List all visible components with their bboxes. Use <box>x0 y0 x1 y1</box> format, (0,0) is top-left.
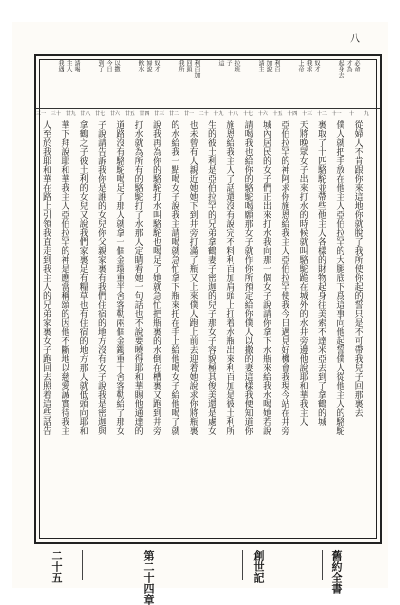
text-column: 也未曾有人親近她她下到井旁打滿了瓶又上來僕人跑上前去迎着她說求你將瓶裏 <box>187 120 198 435</box>
verse-number: 十四 <box>287 111 298 117</box>
marginal-note-line: 這 <box>217 60 224 66</box>
text-column: 天將晚眾女子出來打水的時候就叫駱駝跪在城外的水井旁邊他說耶和華我主人 <box>297 120 308 426</box>
verse-number: 廿二 <box>169 111 180 117</box>
marginal-note-line: 上帝 <box>297 60 304 72</box>
text-frame <box>34 54 382 544</box>
marginal-note-line: 加說 <box>265 60 272 72</box>
text-column: 生的彼土利是亞伯拉罕的兄弟拿鶴妻子密迦的兒子那女子容貌極其俊美還是處女 <box>206 120 216 435</box>
verse-number: 廿一 <box>183 111 194 117</box>
verse-number: 廿三 <box>154 111 165 117</box>
marginal-note-line: 飲水 <box>137 60 144 72</box>
text-column: 亞伯拉罕的神阿求你施恩給我主人亞伯拉罕使我今日遇見好機會我現今站在井旁 <box>279 120 290 435</box>
marginal-note-line: 我所 <box>177 60 184 72</box>
text-column: 施恩給我主人了話還沒有說完不料利百加肩頭上扛着水瓶出來利百加是彼土利所 <box>224 120 235 435</box>
verse-number: 廿四 <box>139 111 150 117</box>
text-column: 子說請告訴我你是誰的女兒你父親家裏有我們住宿的地方沒有女子說我是密迦與 <box>96 120 106 435</box>
footer-divider <box>322 550 323 580</box>
verse-number: 十五 <box>272 111 283 117</box>
text-column: 城內居民的女子們正出來打水我向那一個女子說請你拿下水瓶來給我水喝她若說 <box>261 120 271 435</box>
marginal-note-line: 起身去 <box>337 60 344 78</box>
verse-number: 十 <box>348 111 354 117</box>
marginal-note-line: 利百 <box>273 60 280 72</box>
verse-number: 二十 <box>198 111 209 117</box>
text-column: 僕人就把手放在他主人亞伯拉罕的大腿底下爲這事向他起誓僕人從他主人的駱駝 <box>334 120 345 435</box>
text-column: 道路沒有駱駝喝足了那人就拿一個金環重半舍客勒兩個金鐲重十舍客勒給了那女 <box>114 120 125 435</box>
verse-number: 廿七 <box>95 111 106 117</box>
verse-number: 十三 <box>302 111 313 117</box>
verse-number: 廿五 <box>124 111 135 117</box>
book-title: 舊約全書 <box>330 550 343 594</box>
verse-number: 廿六 <box>109 111 120 117</box>
marginal-note-line: 才為 <box>345 60 352 72</box>
footer-divider <box>82 550 83 580</box>
marginal-note-line: 利百加 <box>193 60 200 78</box>
marginal-note <box>136 60 160 106</box>
marginal-note-line: 我求 <box>305 60 312 72</box>
marginal-note-line: 請喝 <box>73 60 80 72</box>
marginal-note-line: 奴才 <box>313 60 320 72</box>
corner-page-marker: 八 <box>350 34 360 45</box>
marginal-note-line: 奴才 <box>153 60 160 72</box>
verse-number: 十七 <box>242 111 253 117</box>
marginal-note <box>216 60 240 106</box>
chapter-label: 第二十四章 <box>142 550 155 605</box>
text-column: 請喝我也給你的駱駝喝願那女子就作你所預定給你僕人以撒的妻這樣我便知道你 <box>242 120 253 435</box>
verse-number: 三一 <box>36 111 47 117</box>
verse-number: 九 <box>363 111 369 117</box>
marginal-note-line: 子 <box>225 60 232 66</box>
verse-number: 十一 <box>331 111 342 117</box>
verse-number: 三十 <box>50 111 61 117</box>
marginal-note <box>176 60 200 106</box>
marginal-note-line: 拉班 <box>233 60 240 72</box>
verse-number: 十九 <box>213 111 224 117</box>
page-footer <box>42 550 358 605</box>
text-column: 拿鶴之子彼土利的女兒又說我們家裏足有糧草也有住宿的地方那人就低頭向耶和 <box>77 120 88 435</box>
text-column: 從婦人不肯跟你來這地你就脫了我所使你起的誓只是不可帶我兒子回那裏去 <box>352 120 363 417</box>
footer-divider <box>242 550 243 580</box>
marginal-note <box>296 60 320 106</box>
section-title: 創世記 <box>252 550 265 583</box>
marginal-note-line: 以撒 <box>113 60 120 72</box>
text-column: 人至於我耶和華在路上引領我直走到我主人的兄弟家裏女子跑回去照着這些話告 <box>41 120 51 435</box>
verse-number-row <box>36 110 380 118</box>
verse-number: 十二 <box>316 111 327 117</box>
text-column: 的水給我一點喝女子說我主請喝就急忙拿下瓶來托在手上給他喝女子給他喝了就 <box>169 120 180 435</box>
marginal-note-line: 我遇 <box>57 60 64 72</box>
verse-number: 十八 <box>228 111 239 117</box>
marginal-note <box>336 60 360 106</box>
page-number: 二十五 <box>50 550 63 583</box>
scripture-page <box>12 22 388 605</box>
marginal-note-line: 主人 <box>65 60 72 72</box>
marginal-note-line: 今日 <box>105 60 112 72</box>
marginal-note-line: 請主 <box>257 60 264 72</box>
marginal-note-line: 必命 <box>353 60 360 72</box>
marginal-note-line: 到了 <box>97 60 104 72</box>
text-column: 打水就為所有的駱駝打了水那人定睛看她一句話也不說要曉得耶和華賜他通達的 <box>132 120 143 435</box>
marginal-note <box>56 60 80 106</box>
verse-number: 廿九 <box>65 111 76 117</box>
verse-number: 廿八 <box>80 111 91 117</box>
marginal-note <box>96 60 120 106</box>
text-column: 裏取了十匹駱駝並帶些他主人各樣的財物起身往美索不達米亞去到了拿鶴的城 <box>316 120 326 426</box>
text-column: 說我再為你的駱駝打水叫駱駝也喝足了她就急忙把瓶裏的水倒在槽裏又跑到井旁 <box>151 120 161 435</box>
marginal-note-line: 婦說 <box>145 60 152 72</box>
marginal-note <box>256 60 280 106</box>
marginal-note-line: 回頭 <box>185 60 192 72</box>
header-rule <box>36 108 380 109</box>
text-column: 華下拜說耶和華我主人亞伯拉罕的神是應當稱頌的因他不斷地以慈愛誠實待我主 <box>59 120 70 435</box>
verse-number: 十六 <box>257 111 268 117</box>
